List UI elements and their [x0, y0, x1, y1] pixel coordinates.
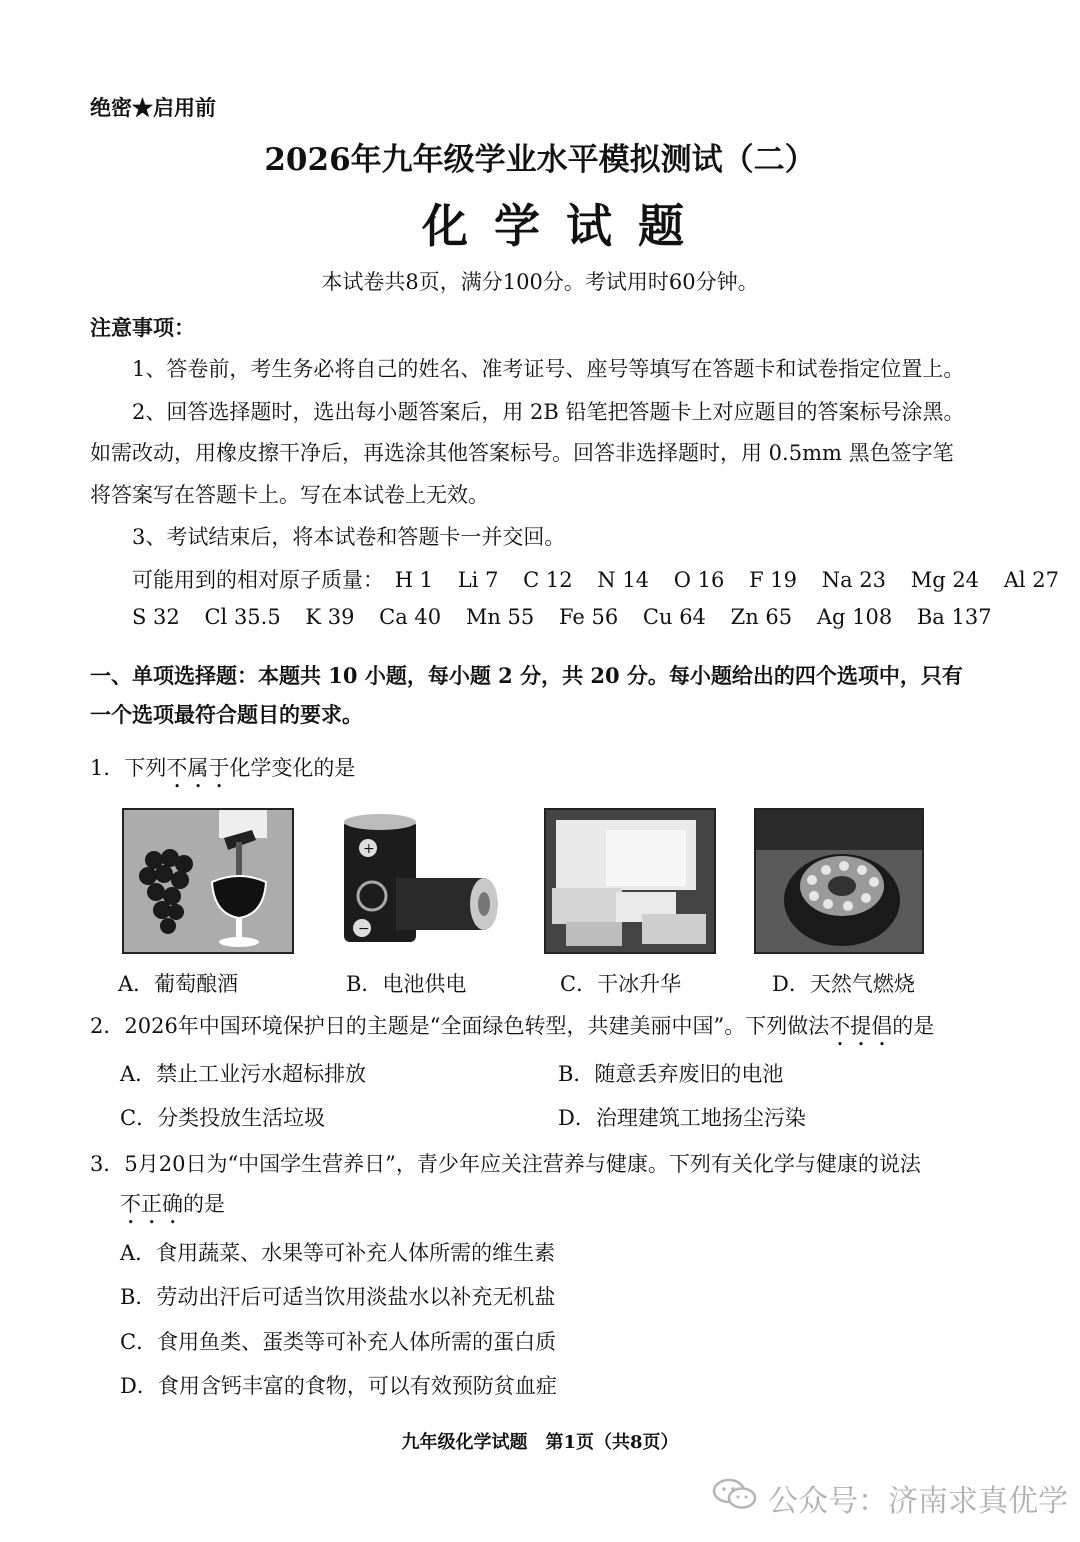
- watermark: 公众号：济南求真优学: [768, 1484, 1068, 1519]
- question-1-prefix: 1．下列: [90, 756, 167, 780]
- exam-info: 本试卷共8页，满分100分。考试用时60分钟。: [321, 270, 759, 294]
- question-1-option-a: A．葡萄酿酒: [118, 972, 239, 996]
- page-footer: 九年级化学试题 第1页（共8页）: [401, 1432, 679, 1453]
- confidential-label: 绝密★启用前: [90, 95, 216, 120]
- question-3-option-b: B．劳动出汗后可适当饮用淡盐水以补充无机盐: [120, 1285, 556, 1309]
- svg-text:+: +: [363, 841, 375, 857]
- question-3-emphasis: 不正确: [120, 1192, 183, 1216]
- question-1-option-b: B．电池供电: [346, 972, 467, 996]
- atomic-mass-value: N 14: [597, 568, 650, 592]
- section-1-heading-line-1: 一、单项选择题：本题共 10 小题，每小题 2 分，共 20 分。每小题给出的四个选项中，只有: [90, 663, 963, 688]
- exam-title: 2026年九年级学业水平模拟测试（二）: [264, 142, 816, 178]
- subject-title: 化学试题: [422, 199, 710, 253]
- question-2-option-a: A．禁止工业污水超标排放: [120, 1062, 367, 1086]
- question-1-option-c: C．干冰升华: [560, 972, 682, 996]
- notice-item-3: 3、考试结束后，将本试卷和答题卡一并交回。: [132, 525, 566, 549]
- notice-item-2-line-2: 如需改动，用橡皮擦干净后，再选涂其他答案标号。回答非选择题时，用 0.5mm 黑色签字笔: [90, 441, 954, 465]
- atomic-mass-row-2: [132, 605, 1010, 629]
- question-2-emphasis: 不提倡: [829, 1014, 893, 1038]
- question-3-option-d: D．食用含钙丰富的食物，可以有效预防贫血症: [120, 1374, 557, 1398]
- atomic-mass-value: C 12: [523, 568, 573, 592]
- battery-image: [336, 808, 502, 950]
- atomic-mass-row-1: [132, 564, 1077, 594]
- atomic-mass-value: F 19: [749, 568, 798, 592]
- atomic-mass-value: S 32: [132, 605, 180, 629]
- atomic-mass-value: Al 27: [1003, 568, 1060, 592]
- atomic-mass-value: K 39: [305, 605, 355, 629]
- notice-item-1: 1、答卷前，考生务必将自己的姓名、准考证号、座号等填写在答题卡和试卷指定位置上。: [132, 357, 965, 381]
- question-1-option-d: D．天然气燃烧: [772, 972, 915, 996]
- atomic-mass-value: Ag 108: [816, 605, 893, 629]
- notice-item-2-line-3: 将答案写在答题卡上。写在本试卷上无效。: [90, 483, 489, 507]
- svg-text:−: −: [358, 921, 370, 937]
- atomic-mass-label: 可能用到的相对原子质量：: [132, 568, 384, 592]
- atomic-mass-value: Zn 65: [730, 605, 793, 629]
- question-3-suffix: 的是: [183, 1192, 225, 1216]
- atomic-mass-value: Mn 55: [465, 605, 535, 629]
- question-2-prefix: 2．2026年中国环境保护日的主题是“全面绿色转型，共建美丽中国”。下列做法: [90, 1014, 830, 1038]
- question-3-stem-line-2: [120, 1188, 225, 1229]
- atomic-mass-value: H 1: [394, 568, 434, 592]
- notice-item-2-line-1: 2、回答选择题时，选出每小题答案后，用 2B 铅笔把答题卡上对应题目的答案标号涂黑。: [132, 400, 965, 424]
- atomic-mass-value: Cu 64: [642, 605, 706, 629]
- atomic-mass-value: Ba 137: [916, 605, 992, 629]
- atomic-mass-value: Li 7: [457, 568, 499, 592]
- notice-heading: 注意事项：: [90, 315, 195, 340]
- gas-burning-image: [754, 808, 924, 954]
- question-3-option-c: C．食用鱼类、蛋类等可补充人体所需的蛋白质: [120, 1330, 557, 1354]
- atomic-mass-value: O 16: [673, 568, 725, 592]
- section-1-heading-line-2: 一个选项最符合题目的要求。: [90, 702, 363, 727]
- question-2-option-d: D．治理建筑工地扬尘污染: [558, 1106, 806, 1130]
- question-2-stem: [90, 1010, 934, 1051]
- wechat-logo-icon: [712, 1478, 758, 1510]
- question-2-option-c: C．分类投放生活垃圾: [120, 1106, 326, 1130]
- question-1-stem: [90, 752, 355, 793]
- atomic-mass-value: Mg 24: [910, 568, 980, 592]
- atomic-mass-value: Na 23: [821, 568, 887, 592]
- wine-making-image: [122, 808, 294, 954]
- question-2-suffix: 的是: [892, 1014, 935, 1038]
- atomic-mass-value: Fe 56: [558, 605, 619, 629]
- question-3-stem-line-1: 3．5月20日为“中国学生营养日”，青少年应关注营养与健康。下列有关化学与健康的说法: [90, 1152, 921, 1176]
- atomic-mass-value: Cl 35.5: [204, 605, 281, 629]
- atomic-mass-value: Ca 40: [379, 605, 442, 629]
- dry-ice-image: [544, 808, 716, 954]
- question-3-option-a: A．食用蔬菜、水果等可补充人体所需的维生素: [120, 1241, 556, 1265]
- question-1-emphasis: 不属于: [166, 756, 230, 780]
- question-2-option-b: B．随意丢弃废旧的电池: [558, 1062, 784, 1086]
- question-1-suffix: 化学变化的是: [229, 756, 356, 780]
